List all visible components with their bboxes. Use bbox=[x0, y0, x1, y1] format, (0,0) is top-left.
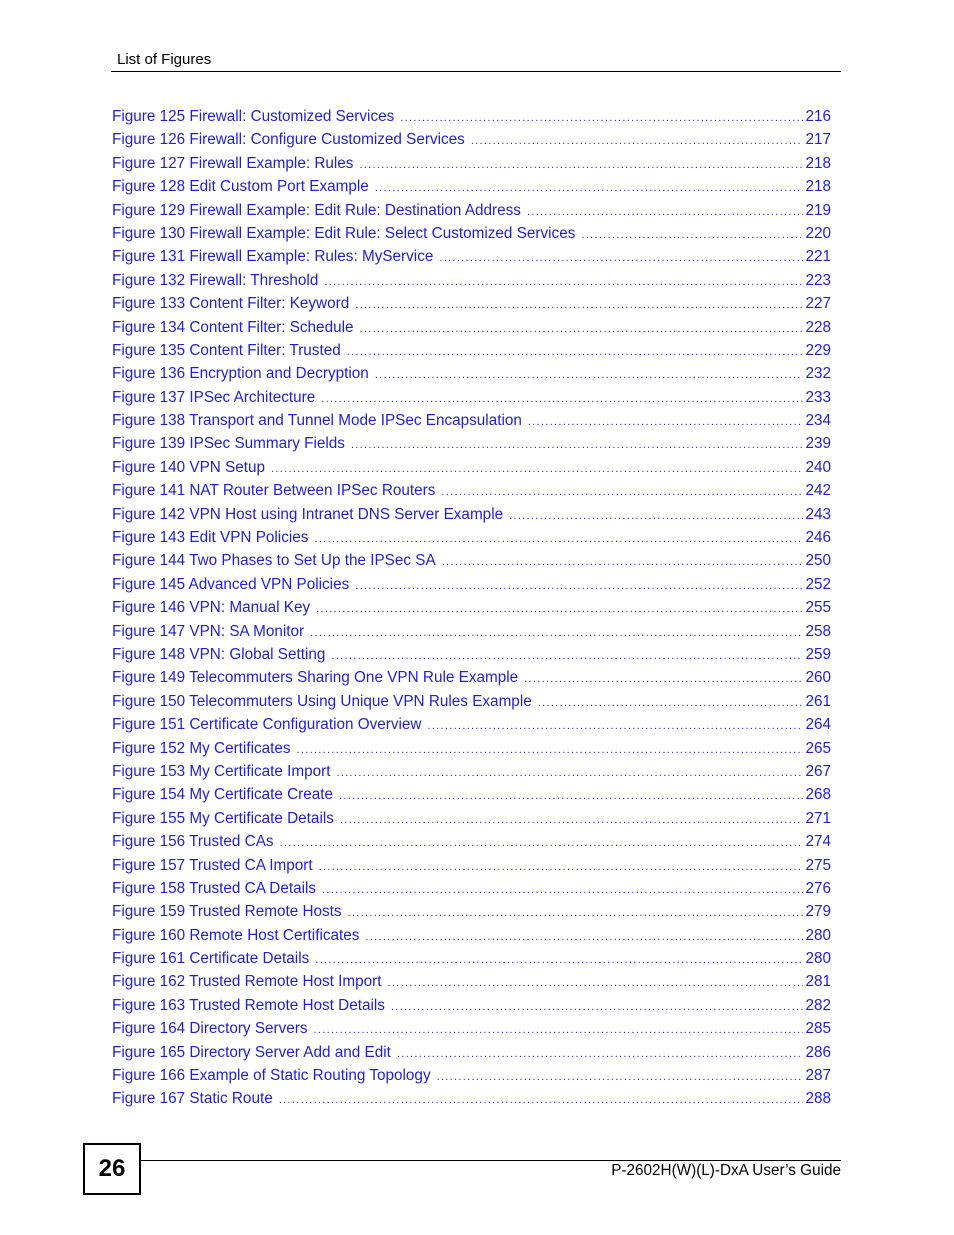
toc-entry-page: 276 bbox=[805, 879, 831, 897]
toc-entry-label: Figure 141 NAT Router Between IPSec Routers bbox=[112, 482, 436, 500]
toc-entry[interactable] bbox=[112, 503, 831, 526]
toc-dot-leader bbox=[319, 856, 804, 879]
toc-entry-label: Figure 149 Telecommuters Sharing One VPN Rule Example bbox=[112, 669, 519, 687]
toc-entry[interactable] bbox=[112, 479, 831, 502]
toc-dot-leader bbox=[388, 972, 804, 995]
guide-title: P-2602H(W)(L)-DxA User’s Guide bbox=[611, 1162, 841, 1179]
toc-entry-page: 285 bbox=[805, 1020, 831, 1038]
toc-entry-page: 274 bbox=[805, 833, 831, 851]
toc-entry-label: Figure 132 Firewall: Threshold bbox=[112, 271, 319, 289]
toc-entry-label: Figure 143 Edit VPN Policies bbox=[112, 529, 309, 547]
toc-entry[interactable] bbox=[112, 620, 831, 643]
toc-entry-page: 228 bbox=[805, 318, 831, 336]
toc-entry-page: 246 bbox=[805, 529, 831, 547]
toc-entry[interactable] bbox=[112, 105, 831, 128]
toc-entry-label: Figure 125 Firewall: Customized Services bbox=[112, 108, 395, 125]
toc-dot-leader bbox=[427, 715, 803, 738]
toc-entry-label: Figure 165 Directory Server Add and Edit bbox=[112, 1043, 391, 1061]
toc-entry[interactable] bbox=[112, 947, 831, 970]
toc-dot-leader bbox=[528, 411, 804, 434]
toc-entry[interactable] bbox=[112, 854, 831, 877]
toc-entry-label: Figure 151 Certificate Configuration Overview bbox=[112, 716, 422, 734]
toc-dot-leader bbox=[441, 481, 803, 504]
toc-entry-page: 260 bbox=[805, 669, 831, 687]
toc-entry[interactable] bbox=[112, 175, 831, 198]
toc-dot-leader bbox=[509, 505, 803, 528]
toc-entry-label: Figure 155 My Certificate Details bbox=[112, 809, 334, 827]
toc-dot-leader bbox=[339, 785, 803, 808]
toc-dot-leader bbox=[348, 902, 804, 925]
toc-entry-page: 218 bbox=[805, 178, 831, 196]
toc-dot-leader bbox=[527, 201, 804, 224]
toc-dot-leader bbox=[442, 551, 804, 574]
toc-entry[interactable] bbox=[112, 152, 831, 175]
toc-entry-label: Figure 163 Trusted Remote Host Details bbox=[112, 996, 385, 1014]
toc-entry[interactable] bbox=[112, 877, 831, 900]
toc-entry[interactable] bbox=[112, 783, 831, 806]
toc-entry-label: Figure 128 Edit Custom Port Example bbox=[112, 178, 369, 196]
toc-entry-label: Figure 157 Trusted CA Import bbox=[112, 856, 313, 874]
toc-entry[interactable] bbox=[112, 269, 831, 292]
toc-entry-label: Figure 139 IPSec Summary Fields bbox=[112, 435, 345, 453]
toc-entry-page: 261 bbox=[805, 692, 831, 710]
toc-entry-page: 267 bbox=[805, 762, 831, 780]
toc-entry-page: 219 bbox=[805, 201, 831, 219]
toc-entry-page: 287 bbox=[805, 1067, 831, 1085]
toc-dot-leader bbox=[397, 1043, 804, 1066]
toc-entry[interactable] bbox=[112, 690, 831, 713]
toc-entry-page: 281 bbox=[805, 973, 831, 991]
toc-entry-label: Figure 140 VPN Setup bbox=[112, 458, 266, 476]
toc-dot-leader bbox=[314, 528, 803, 551]
list-of-figures bbox=[112, 105, 831, 1111]
toc-entry[interactable] bbox=[112, 830, 831, 853]
toc-entry-page: 252 bbox=[805, 575, 831, 593]
toc-entry-page: 227 bbox=[805, 295, 831, 313]
toc-dot-leader bbox=[280, 832, 804, 855]
toc-entry-label: Figure 138 Transport and Tunnel Mode IPSec Encapsulation bbox=[112, 412, 522, 430]
toc-dot-leader bbox=[314, 1019, 804, 1042]
toc-entry-page: 221 bbox=[805, 248, 831, 266]
toc-dot-leader bbox=[355, 575, 803, 598]
toc-dot-leader bbox=[439, 247, 803, 270]
toc-entry[interactable] bbox=[112, 456, 831, 479]
toc-entry-label: Figure 148 VPN: Global Setting bbox=[112, 645, 326, 663]
toc-dot-leader bbox=[331, 645, 803, 668]
toc-dot-leader bbox=[355, 294, 803, 317]
toc-entry-page: 280 bbox=[805, 926, 831, 944]
toc-entry-label: Figure 136 Encryption and Decryption bbox=[112, 365, 369, 383]
toc-entry[interactable] bbox=[112, 573, 831, 596]
toc-dot-leader bbox=[351, 434, 804, 457]
toc-dot-leader bbox=[524, 668, 803, 691]
toc-dot-leader bbox=[360, 318, 804, 341]
toc-dot-leader bbox=[321, 388, 803, 411]
toc-dot-leader bbox=[324, 271, 803, 294]
toc-entry[interactable] bbox=[112, 1041, 831, 1064]
toc-entry-page: 259 bbox=[805, 645, 831, 663]
toc-dot-leader bbox=[400, 107, 803, 130]
toc-entry[interactable] bbox=[112, 292, 831, 315]
toc-entry-label: Figure 131 Firewall Example: Rules: MyService bbox=[112, 248, 434, 266]
toc-entry[interactable] bbox=[112, 316, 831, 339]
toc-entry[interactable] bbox=[112, 409, 831, 432]
toc-entry-label: Figure 158 Trusted CA Details bbox=[112, 879, 317, 897]
toc-entry-label: Figure 127 Firewall Example: Rules bbox=[112, 154, 354, 172]
toc-dot-leader bbox=[471, 130, 804, 153]
toc-entry[interactable] bbox=[112, 339, 831, 362]
toc-dot-leader bbox=[538, 692, 804, 715]
toc-entry-page: 217 bbox=[805, 131, 831, 149]
toc-dot-leader bbox=[271, 458, 803, 481]
toc-entry-label: Figure 150 Telecommuters Using Unique VPN Rules Example bbox=[112, 692, 532, 710]
header-divider bbox=[111, 71, 841, 72]
toc-entry[interactable] bbox=[112, 596, 831, 619]
toc-entry-label: Figure 152 My Certificates bbox=[112, 739, 291, 757]
toc-entry-page: 233 bbox=[805, 388, 831, 406]
toc-entry-label: Figure 126 Firewall: Configure Customized Services bbox=[112, 131, 465, 149]
toc-entry-label: Figure 159 Trusted Remote Hosts bbox=[112, 903, 342, 921]
toc-entry[interactable] bbox=[112, 549, 831, 572]
toc-entry-page: 232 bbox=[805, 365, 831, 383]
toc-entry-page: 265 bbox=[805, 739, 831, 757]
toc-entry-label: Figure 154 My Certificate Create bbox=[112, 786, 334, 804]
toc-entry-page: 268 bbox=[805, 786, 831, 804]
toc-entry-page: 229 bbox=[805, 341, 831, 359]
toc-entry[interactable] bbox=[112, 924, 831, 947]
toc-dot-leader bbox=[375, 177, 804, 200]
toc-dot-leader bbox=[310, 622, 803, 645]
toc-entry[interactable] bbox=[112, 1087, 831, 1110]
toc-entry-page: 288 bbox=[805, 1090, 831, 1108]
toc-entry-label: Figure 142 VPN Host using Intranet DNS Server Example bbox=[112, 505, 504, 523]
toc-entry[interactable] bbox=[112, 1017, 831, 1040]
toc-dot-leader bbox=[315, 949, 803, 972]
toc-entry-label: Figure 137 IPSec Architecture bbox=[112, 388, 316, 406]
toc-entry-page: 243 bbox=[805, 505, 831, 523]
toc-entry-label: Figure 153 My Certificate Import bbox=[112, 762, 331, 780]
toc-entry-label: Figure 145 Advanced VPN Policies bbox=[112, 575, 350, 593]
toc-entry[interactable] bbox=[112, 432, 831, 455]
toc-entry-label: Figure 160 Remote Host Certificates bbox=[112, 926, 360, 944]
toc-entry[interactable] bbox=[112, 199, 831, 222]
toc-entry-page: 255 bbox=[805, 599, 831, 617]
toc-entry[interactable] bbox=[112, 760, 831, 783]
toc-dot-leader bbox=[336, 762, 803, 785]
toc-entry[interactable] bbox=[112, 526, 831, 549]
toc-entry[interactable] bbox=[112, 362, 831, 385]
toc-entry-page: 234 bbox=[805, 412, 831, 430]
toc-entry[interactable] bbox=[112, 737, 831, 760]
toc-entry-label: Figure 161 Certificate Details bbox=[112, 950, 310, 968]
toc-entry-page: 239 bbox=[805, 435, 831, 453]
toc-dot-leader bbox=[375, 364, 804, 387]
toc-entry-label: Figure 167 Static Route bbox=[112, 1090, 273, 1108]
toc-entry-page: 250 bbox=[805, 552, 831, 570]
toc-entry[interactable] bbox=[112, 807, 831, 830]
toc-dot-leader bbox=[347, 341, 804, 364]
toc-dot-leader bbox=[322, 879, 803, 902]
toc-dot-leader bbox=[316, 598, 803, 621]
toc-entry-page: 258 bbox=[805, 622, 831, 640]
toc-entry[interactable] bbox=[112, 386, 831, 409]
toc-entry[interactable] bbox=[112, 713, 831, 736]
toc-entry-page: 271 bbox=[805, 809, 831, 827]
toc-entry-page: 216 bbox=[805, 108, 831, 125]
toc-dot-leader bbox=[359, 154, 803, 177]
toc-entry-page: 280 bbox=[805, 950, 831, 968]
toc-entry[interactable] bbox=[112, 643, 831, 666]
toc-entry[interactable] bbox=[112, 994, 831, 1017]
toc-entry-page: 240 bbox=[805, 458, 831, 476]
toc-entry-label: Figure 156 Trusted CAs bbox=[112, 833, 274, 851]
toc-entry[interactable] bbox=[112, 1064, 831, 1087]
toc-entry-page: 220 bbox=[805, 224, 831, 242]
toc-dot-leader bbox=[365, 926, 803, 949]
toc-entry-page: 279 bbox=[805, 903, 831, 921]
toc-dot-leader bbox=[279, 1089, 804, 1112]
toc-entry-label: Figure 134 Content Filter: Schedule bbox=[112, 318, 354, 336]
toc-entry-page: 223 bbox=[805, 271, 831, 289]
section-title: List of Figures bbox=[117, 51, 212, 68]
toc-entry-label: Figure 164 Directory Servers bbox=[112, 1020, 308, 1038]
toc-entry-page: 286 bbox=[805, 1043, 831, 1061]
toc-entry-page: 275 bbox=[805, 856, 831, 874]
toc-entry[interactable] bbox=[112, 222, 831, 245]
toc-entry[interactable] bbox=[112, 900, 831, 923]
toc-entry-label: Figure 133 Content Filter: Keyword bbox=[112, 295, 350, 313]
toc-entry-label: Figure 135 Content Filter: Trusted bbox=[112, 341, 341, 359]
toc-entry-label: Figure 147 VPN: SA Monitor bbox=[112, 622, 305, 640]
toc-entry-page: 218 bbox=[805, 154, 831, 172]
toc-dot-leader bbox=[437, 1066, 804, 1089]
toc-entry-label: Figure 129 Firewall Example: Edit Rule: Destination Address bbox=[112, 201, 521, 219]
toc-entry-label: Figure 162 Trusted Remote Host Import bbox=[112, 973, 382, 991]
toc-entry-page: 264 bbox=[805, 716, 831, 734]
toc-entry-label: Figure 166 Example of Static Routing Topology bbox=[112, 1067, 431, 1085]
toc-entry-label: Figure 146 VPN: Manual Key bbox=[112, 599, 311, 617]
toc-dot-leader bbox=[340, 809, 804, 832]
toc-entry[interactable] bbox=[112, 128, 831, 151]
toc-entry-page: 242 bbox=[805, 482, 831, 500]
toc-entry[interactable] bbox=[112, 666, 831, 689]
toc-entry[interactable] bbox=[112, 245, 831, 268]
toc-dot-leader bbox=[581, 224, 803, 247]
page-number: 26 bbox=[83, 1143, 141, 1195]
toc-dot-leader bbox=[297, 739, 804, 762]
toc-entry-label: Figure 130 Firewall Example: Edit Rule: Select Customized Services bbox=[112, 224, 576, 242]
toc-entry[interactable] bbox=[112, 970, 831, 993]
toc-dot-leader bbox=[391, 996, 804, 1019]
toc-entry-page: 282 bbox=[805, 996, 831, 1014]
toc-entry-label: Figure 144 Two Phases to Set Up the IPSec SA bbox=[112, 552, 436, 570]
